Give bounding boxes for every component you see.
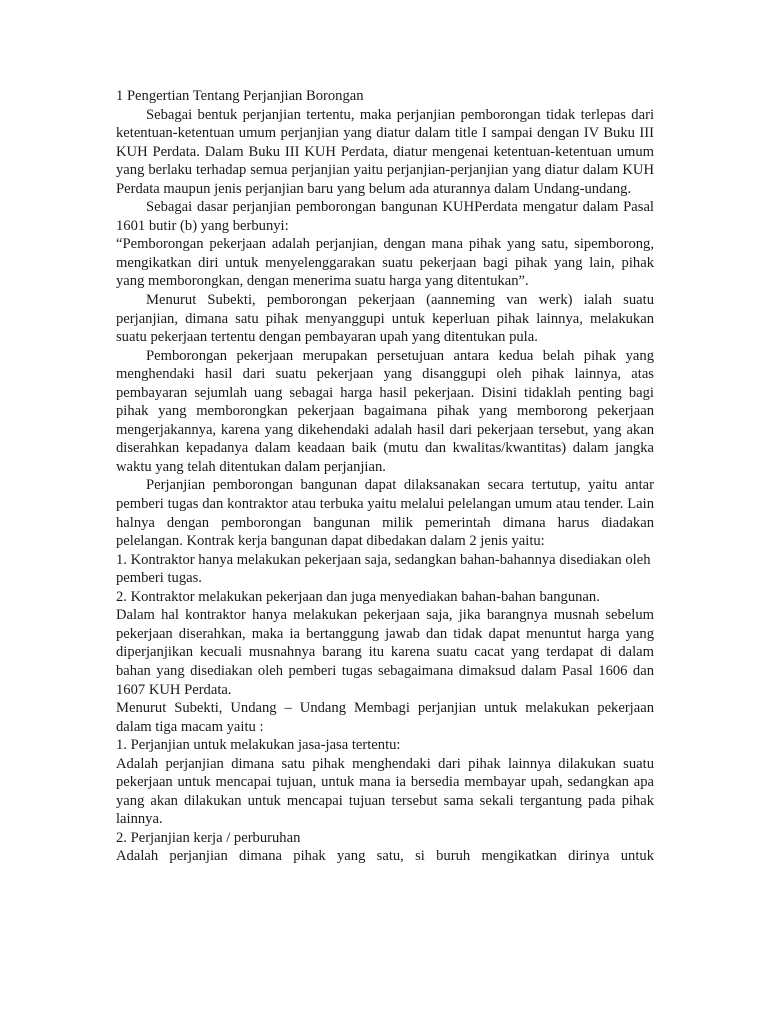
quote-pasal-1601: “Pemborongan pekerjaan adalah perjanjian, dengan mana pihak yang satu, sipemborong, mengikatkan diri untuk menyelenggarakan suatu pekerjaan bagi pihak yang lain, pihak yang memborongkan, dengan menerima suatu harga yang ditentukan”.	[116, 236, 654, 290]
document-page	[116, 87, 654, 866]
paragraph-three-kinds: Menurut Subekti, Undang – Undang Membagi perjanjian untuk melakukan pekerjaan dalam tiga macam yaitu :	[116, 700, 654, 735]
paragraph-services-definition: Adalah perjanjian dimana satu pihak menghendaki dari pihak lainnya dilakukan suatu pekerjaan untuk mencapai tujuan, untuk mana ia bersedia membayar upah, sedangkan apa yang akan dilakukan untuk mencapai tujuan tersebut sama sekali tergantung pada pihak lainnya.	[116, 755, 654, 828]
paragraph-legal-basis: Sebagai dasar perjanjian pemborongan bangunan KUHPerdata mengatur dalam Pasal 1601 butir (b) yang berbunyi:	[116, 199, 654, 234]
paragraph-labor-definition: Adalah perjanjian dimana pihak yang satu, si buruh mengikatkan dirinya untuk	[116, 848, 654, 865]
paragraph-general-provisions: Sebagai bentuk perjanjian tertentu, maka perjanjian pemborongan tidak terlepas dari ketentuan-ketentuan umum perjanjian yang diatur dalam title I sampai dengan IV Buku III KUH Perdata. Dalam Buku III KUH Perdata, diatur mengenai ketentuan-ketentuan umum yang berlaku terhadap semua perjanjian yaitu perjanjian-perjanjian yang diatur dalam KUH Perdata maupun jenis perjanjian baru yang belum ada aturannya dalam Undang-undang.	[116, 106, 654, 197]
section-title: 1 Pengertian Tentang Perjanjian Borongan	[116, 88, 364, 104]
list-item-contract-type-2: 2. Kontraktor melakukan pekerjaan dan juga menyediakan bahan-bahan bangunan.	[116, 588, 600, 605]
paragraph-liability: Dalam hal kontraktor hanya melakukan pekerjaan saja, jika barangnya musnah sebelum pekerjaan diserahkan, maka ia bertanggung jawab dan tidak dapat menuntut harga yang diperjanjikan kecuali musnahnya barang itu karena suatu cacat yang terdapat di dalam bahan yang disediakan oleh pemberi tugas sebagaimana dimaksud dalam Pasal 1606 dan 1607 KUH Perdata.	[116, 607, 654, 698]
paragraph-tender: Perjanjian pemborongan bangunan dapat dilaksanakan secara tertutup, yaitu antar pemberi tugas dan kontraktor atau terbuka yaitu melalui pelelangan umum atau tender. Lain halnya dengan pemborongan bangunan milik pemerintah dimana harus diadakan pelelangan. Kontrak kerja bangunan dapat dibedakan dalam 2 jenis yaitu:	[116, 477, 654, 550]
list-item-contract-type-1: 1. Kontraktor hanya melakukan pekerjaan saja, sedangkan bahan-bahannya disediakan oleh pemberi tugas.	[116, 551, 651, 587]
list-item-labor-agreement: 2. Perjanjian kerja / perburuhan	[116, 829, 301, 846]
paragraph-subekti-definition: Menurut Subekti, pemborongan pekerjaan (aanneming van werk) ialah suatu perjanjian, dimana satu pihak menyanggupi untuk keperluan pihak lainnya, melakukan suatu pekerjaan tertentu dengan pembayaran upah yang ditentukan pula.	[116, 292, 654, 346]
list-item-services: 1. Perjanjian untuk melakukan jasa-jasa tertentu:	[116, 737, 401, 754]
paragraph-agreement-nature: Pemborongan pekerjaan merupakan persetujuan antara kedua belah pihak yang menghendaki hasil dari suatu pekerjaan yang disanggupi oleh pihak lainnya, atas pembayaran sejumlah uang sebagai harga hasil pekerjaan. Disini tidaklah penting bagi pihak yang memborongkan pekerjaan bagaimana pihak yang memborong pekerjaan mengerjakannya, karena yang dikehendaki adalah hasil dari pekerjaan tersebut, yang akan diserahkan kepadanya dalam keadaan baik (mutu dan kwalitas/kwantitas) dalam jangka waktu yang telah ditentukan dalam perjanjian.	[116, 347, 654, 475]
